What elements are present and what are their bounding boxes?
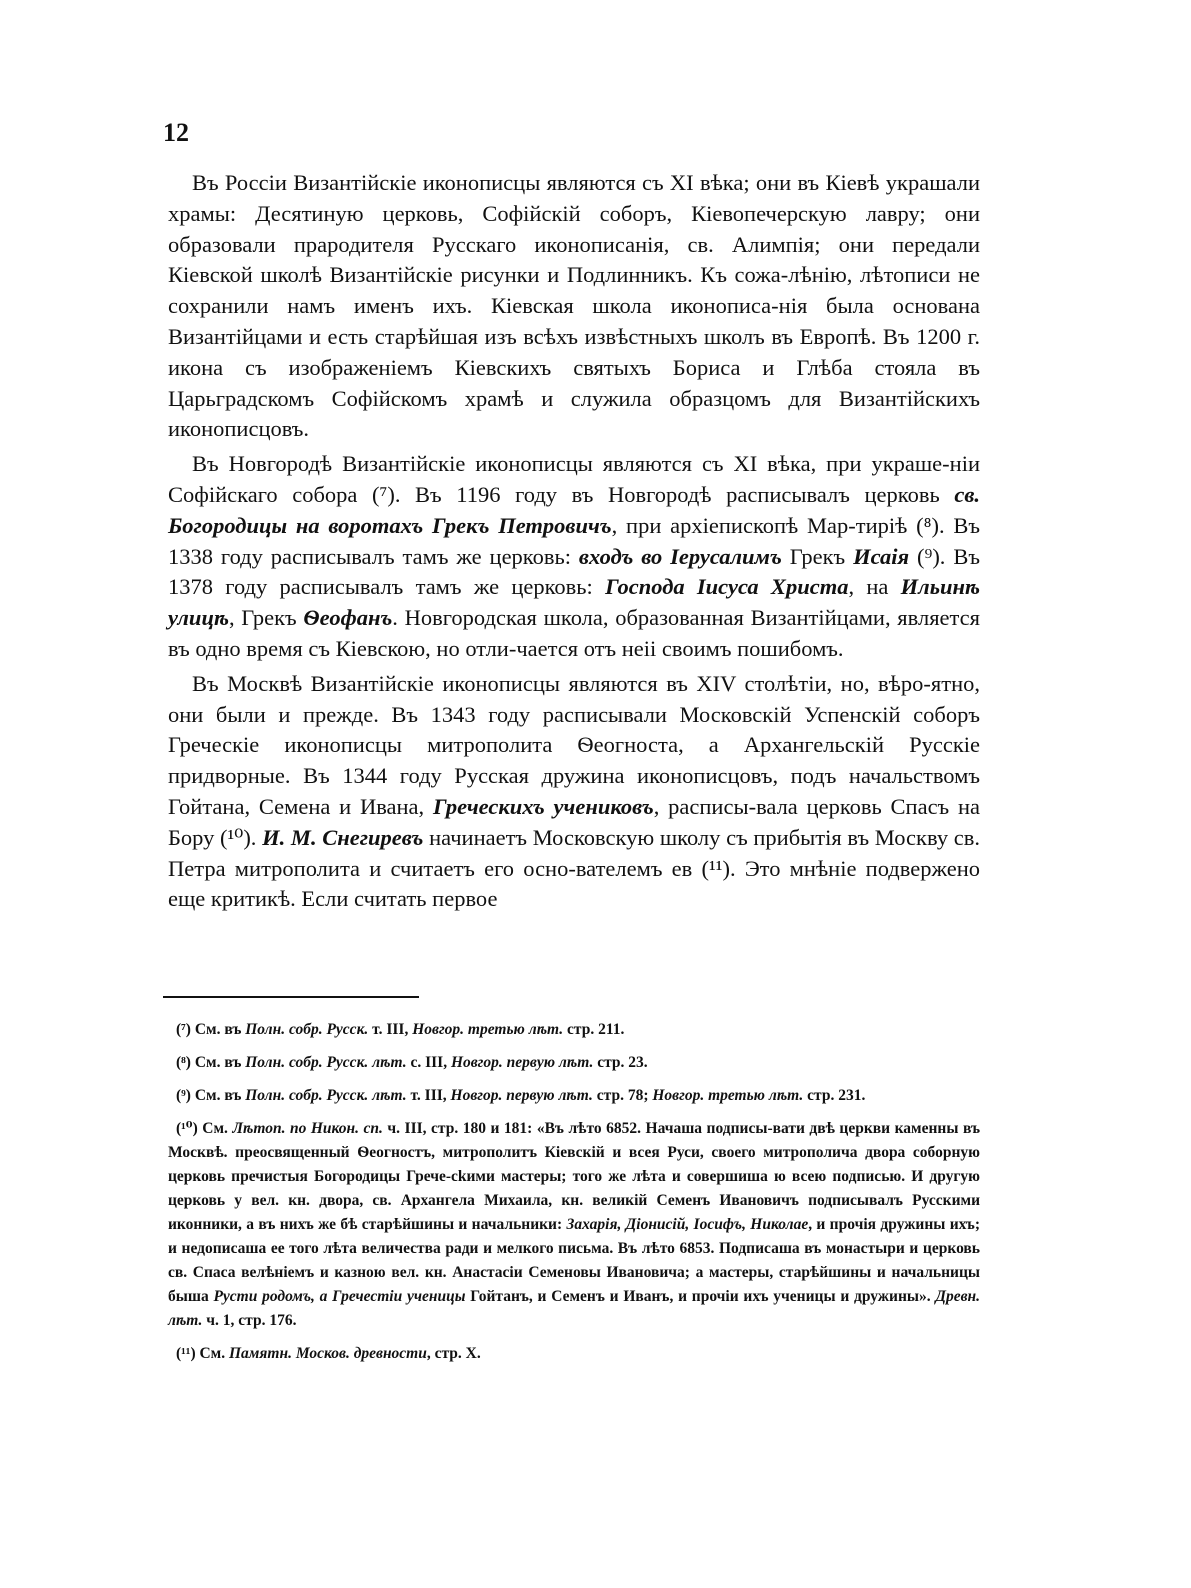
footnote-11 (168, 1342, 980, 1366)
footnote-segment: , и прочiя дружины ихъ; и недописаша ее того лѣта величества ради и мелкого письма. Въ лѣто 6853. Подписаша въ монастыри и церковь св. Спаса велѣніемъ и казною вел. кн. Анастасіи Семеновы Ивановича; а мастеры, старѣйшины и начальницы быша (168, 1216, 980, 1305)
footnote-segment: стр. 211. (563, 1021, 625, 1038)
text-segment: Грекъ (781, 543, 854, 569)
footnote-segment: т. III, (368, 1021, 413, 1038)
text-segment: , при архіепископѣ Мар-тиріѣ (⁸). Въ 1338 году расписывалъ тамъ же церковь: (168, 512, 980, 569)
text-segment: , расписы-вала церковь Спасъ на Бору (¹⁰). (168, 793, 980, 850)
text-segment: , на (848, 574, 901, 600)
paragraph-novgorod (168, 449, 980, 665)
footnote-segment: (⁹) См. въ (176, 1087, 246, 1104)
footnote-italic: Новгор. третью лѣт. (412, 1021, 564, 1038)
footnote-italic: Полн. собр. Русск. (245, 1021, 369, 1038)
text-segment: Въ Новгородѣ Византійскіе иконописцы являются съ XI вѣка, при украше-ніи Софійскаго собора (⁷). Въ 1196 году въ Новгородѣ расписывалъ церковь (168, 451, 980, 507)
paragraph-moscow (168, 669, 980, 915)
italic-segment: св. Богородицы на воротахъ Грекъ Петровичъ (168, 481, 980, 538)
footnote-italic: Русти родомъ, а Гречестіи ученицы (213, 1288, 466, 1305)
footnote-italic: Полн. собр. Русск. лѣт. (245, 1087, 407, 1104)
footnote-8 (168, 1051, 980, 1075)
footnote-segment: стр. 78; (592, 1087, 653, 1104)
text-segment: Въ Россіи Византійскіе иконописцы являются съ XI вѣка; они въ Кіевѣ украшали храмы: Десятиную церковь, Софійскій соборъ, Кіевопечерскую лавру; они образовали прародителя Русскаго иконописанія, св. Алимпія; они передали Кіевской школѣ Византійскіе рисунки и Подлинникъ. Къ сожа-лѣнію, лѣтописи не сохранили намъ именъ ихъ. Кіевская школа иконописа-нія была основана Византійцами и есть старѣйшая изъ всѣхъ извѣстныхъ школъ въ Европѣ. Въ 1200 г. икона съ изображеніемъ Кіевскихъ святыхъ Бориса и Глѣба стояла въ Царьградскомъ Софійскомъ храмѣ и служила образцомъ для Византійскихъ иконописцовъ. (168, 170, 980, 442)
footnote-italic: Захарія, Діонисій, Іосифъ, Николае (566, 1216, 809, 1233)
footnote-italic: Лѣтоп. по Никон. сп. (232, 1120, 383, 1137)
italic-segment: входъ во Іерусалимъ (578, 543, 782, 569)
footnote-italic: Новгор. третью лѣт. (652, 1087, 804, 1104)
text-segment: , Грекъ (228, 605, 304, 631)
footnote-9 (168, 1084, 980, 1108)
footnote-segment: ч. III, стр. 180 и 181: «Въ лѣто 6852. Начаша подписы-вати двѣ церкви каменны въ Москвѣ. преосвященный Ѳеогностъ, митрополитъ Кіевскій и всея Руси, своего митрополича двора соборную церковь пречистыя Богородицы Грече-ckими мастеры; того же лѣта и совершиша ю всею подписью. И другую церковь у вел. кн. двора, св. Архангела Михаила, кн. великій Семенъ Ивановичъ подписывалъ Русскими иконники, а въ нихъ же бѣ старѣйшины и начальники: (168, 1120, 980, 1233)
footnote-7 (168, 1018, 980, 1042)
footnote-italic: Древн. лѣт. (168, 1288, 981, 1329)
paragraph-kiev (168, 168, 980, 445)
footnotes (168, 1018, 980, 1375)
italic-segment: Ѳеофанъ (303, 605, 393, 631)
page-number: 12 (163, 118, 189, 147)
body-text (168, 168, 980, 919)
footnote-italic: Новгор. первую лѣт. (450, 1087, 593, 1104)
footnote-segment: , стр. X. (426, 1345, 481, 1362)
italic-segment: Исаія (853, 543, 910, 569)
italic-segment: Ильинѣ улицѣ (168, 574, 981, 631)
text-segment: (⁹). Въ 1378 году расписывалъ тамъ же церковь: (168, 543, 980, 600)
footnote-segment: т. III, (406, 1087, 451, 1104)
footnote-italic: Новгор. первую лѣт. (450, 1054, 594, 1071)
text-segment: . Новгородская школа, образованная Византійцами, является въ одно время съ Кіевскою, но отли-чается отъ неіі своимъ пошибомъ. (168, 605, 980, 661)
text-segment: начинаетъ Московскую школу съ прибытія въ Москву св. Петра митрополита и считаетъ его осно-вателемъ ев (¹¹). Это мнѣніе подвержено еще критикѣ. Если считать первое (168, 824, 980, 912)
italic-segment: Господа Іисуса Христа (605, 574, 849, 600)
footnote-segment: с. III, (406, 1054, 451, 1071)
footnote-segment: стр. 231. (803, 1087, 866, 1104)
footnote-10 (168, 1117, 980, 1333)
italic-segment: И. М. Снегиревъ (262, 824, 424, 850)
footnote-segment: (¹¹) См. (176, 1345, 229, 1362)
text-segment: Въ Москвѣ Византійскіе иконописцы являются въ XIV столѣтіи, но, вѣро-ятно, они были и прежде. Въ 1343 году расписывали Московскій Успенскій соборъ Греческіе иконописцы митрополита Ѳеогноста, а Архангельскій Русскіе придворные. Въ 1344 году Русская дружина иконописцовъ, подъ начальствомъ Гойтана, Семена и Ивана, (168, 670, 980, 819)
footnote-segment: (⁷) См. въ (176, 1021, 246, 1038)
italic-segment: Греческихъ учениковъ (432, 793, 654, 819)
footnote-divider (163, 996, 419, 998)
footnote-italic: Полн. собр. Русск. лѣт. (245, 1054, 407, 1071)
footnote-segment: (⁸) См. въ (176, 1054, 246, 1071)
footnote-segment: ч. 1, стр. 176. (202, 1312, 297, 1329)
footnote-segment: Гойтанъ, и Семенъ и Иванъ, и прочіи ихъ ученицы и дружины». (465, 1288, 936, 1305)
footnote-segment: (¹⁰) См. (176, 1120, 233, 1137)
footnote-segment: стр. 23. (593, 1054, 648, 1071)
footnote-italic: Памятн. Москов. древности (229, 1345, 427, 1362)
